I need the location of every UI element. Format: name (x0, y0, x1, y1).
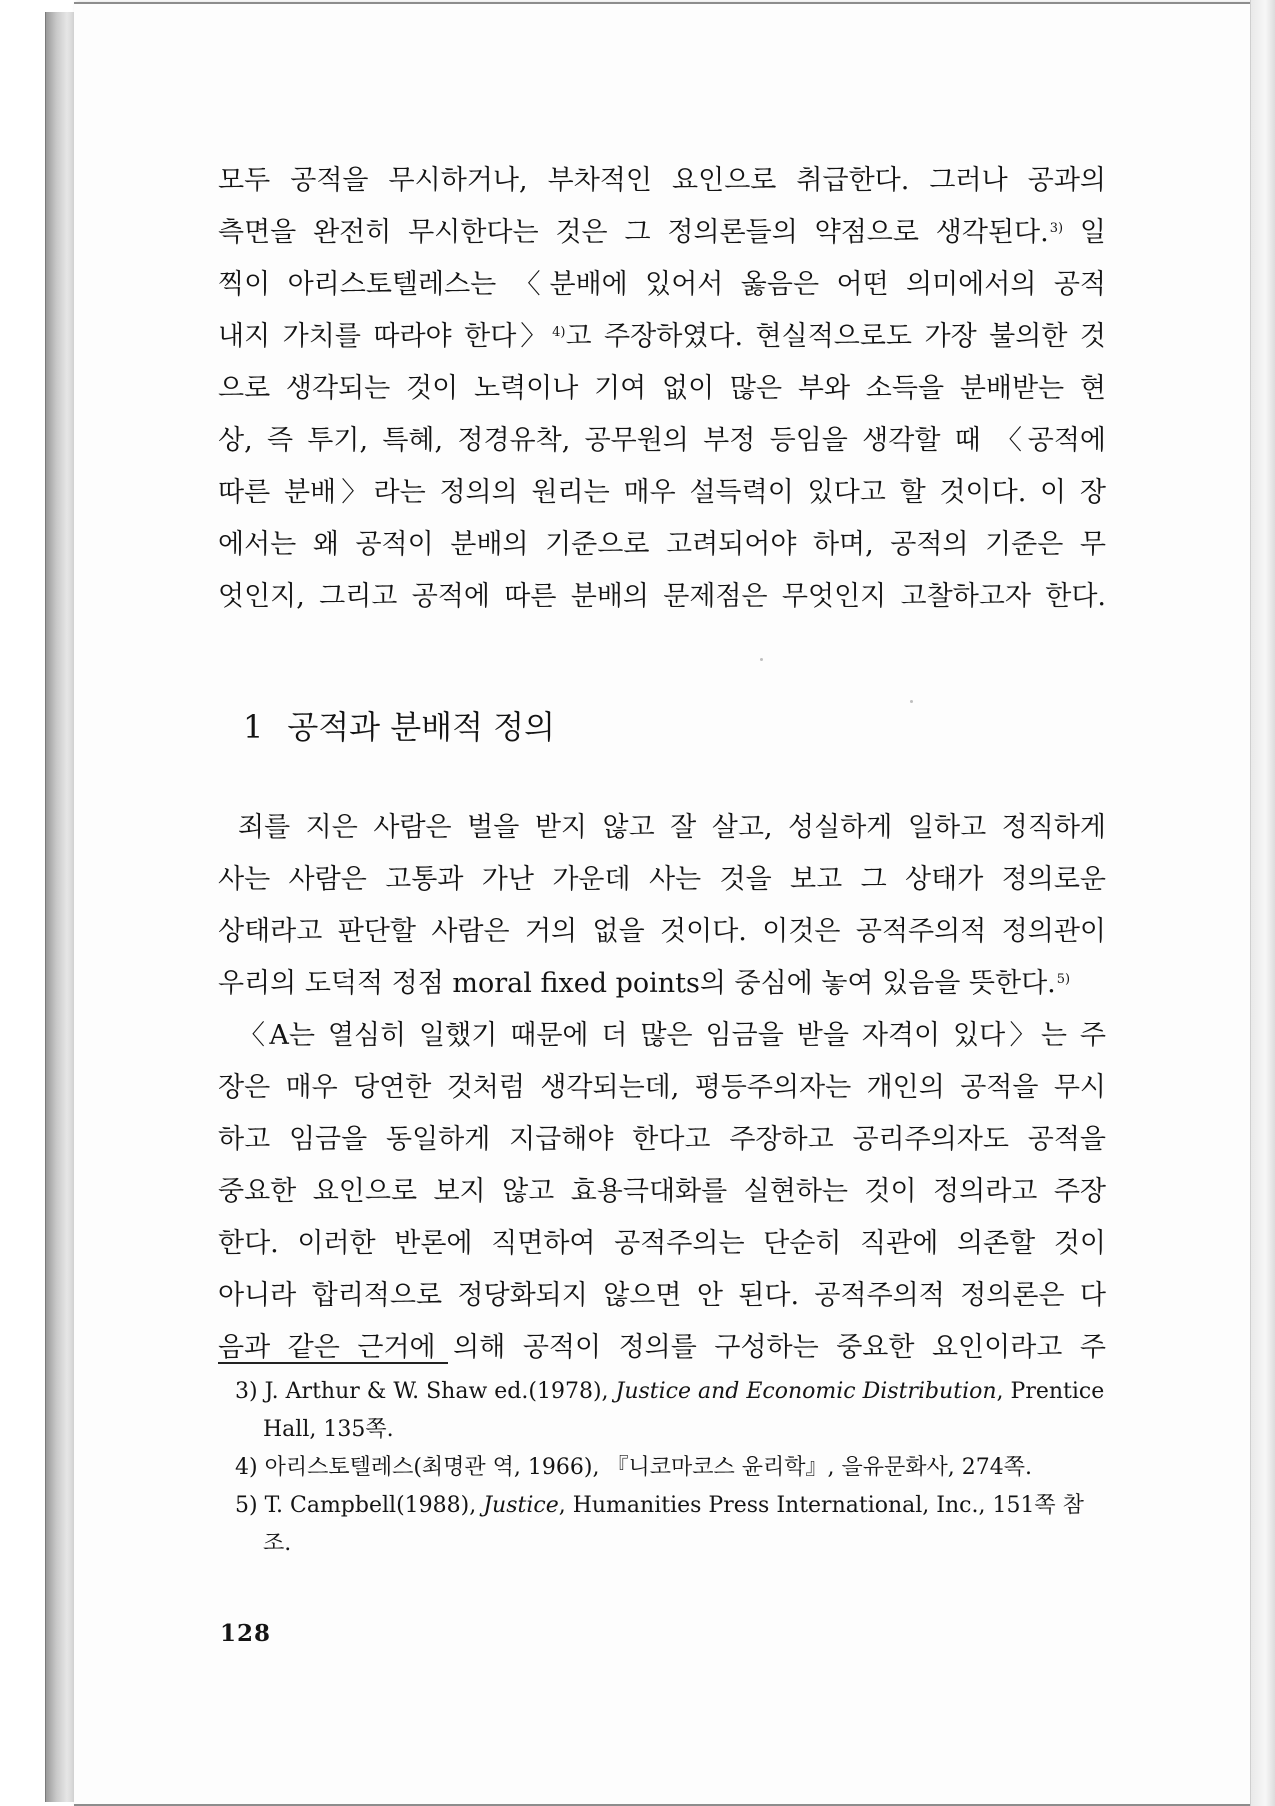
section-heading (243, 707, 555, 747)
text-line: 〈A는 열심히 일했기 때문에 더 많은 임금을 받을 자격이 있다〉는 주 (238, 1020, 1106, 1051)
text-line: 측면을 완전히 무시한다는 것은 그 정의론들의 약점으로 생각된다.$^{3)}$ 일 (218, 217, 1106, 248)
book-spine (45, 12, 76, 1802)
text-line: 상태라고 판단할 사람은 거의 없을 것이다. 이것은 공적주의적 정의관이 (218, 916, 1106, 947)
footnote-5-continued: 조. (263, 1531, 292, 1556)
text-line: 엇인지, 그리고 공적에 따른 분배의 문제점은 무엇인지 고찰하고자 한다. (218, 581, 1106, 612)
section-number: 1 (243, 708, 264, 746)
text-line: 중요한 요인으로 보지 않고 효용극대화를 실현하는 것이 정의라고 주장 (218, 1176, 1106, 1207)
text-line: 우리의 도덕적 정점 moral fixed points의 중심에 놓여 있음을 뜻한다.$^{5)}$ (218, 968, 1071, 999)
text-line: 음과 같은 근거에 의해 공적이 정의를 구성하는 중요한 요인이라고 주 (218, 1332, 1106, 1363)
footnote-3-continued: Hall, 135쪽. (263, 1417, 394, 1442)
text-line: 하고 임금을 동일하게 지급해야 한다고 주장하고 공리주의자도 공적을 (218, 1124, 1106, 1155)
page-number: 128 (220, 1620, 272, 1647)
text-line: 죄를 지은 사람은 벌을 받지 않고 잘 살고, 성실하게 일하고 정직하게 (238, 812, 1106, 843)
text-line: 장은 매우 당연한 것처럼 생각되는데, 평등주의자는 개인의 공적을 무시 (218, 1072, 1106, 1103)
footnote-5: 5) T. Campbell(1988), Justice, Humanities Press International, Inc., 151쪽 참 (235, 1493, 1084, 1518)
intro-paragraph (218, 155, 1106, 623)
book-title: Justice and Economic Distribution (615, 1379, 997, 1404)
text-line: 아니라 합리적으로 정당화되지 않으면 안 된다. 공적주의적 정의론은 다 (218, 1280, 1106, 1311)
book-title: Justice (483, 1493, 559, 1518)
footnote-4: 4) 아리스토텔레스(최명관 역, 1966), 『니코마코스 윤리학』, 을유문화사, 274쪽. (235, 1455, 1032, 1480)
section-title: 공적과 분배적 정의 (287, 708, 555, 746)
text-line: 에서는 왜 공적이 분배의 기준으로 고려되어야 하며, 공적의 기준은 무 (218, 529, 1106, 560)
section-paragraph (218, 802, 1106, 1374)
text-line: 으로 생각되는 것이 노력이나 기여 없이 많은 부와 소득을 분배받는 현 (218, 373, 1106, 404)
footnotes (235, 1373, 1105, 1563)
footnote-3: 3) J. Arthur & W. Shaw ed.(1978), Justice and Economic Distribution, Prentice (235, 1379, 1105, 1404)
text-line: 상, 즉 투기, 특혜, 정경유착, 공무원의 부정 등임을 생각할 때 〈공적에 (218, 425, 1106, 456)
text-line: 모두 공적을 무시하거나, 부차적인 요인으로 취급한다. 그러나 공과의 (218, 165, 1106, 196)
footnote-divider (218, 1362, 448, 1364)
text-line: 찍이 아리스토텔레스는 〈분배에 있어서 옳음은 어떤 의미에서의 공적 (218, 269, 1106, 300)
paper-speck (910, 700, 913, 703)
page-edge (1250, 0, 1275, 1806)
footnote-ref[interactable]: 3) (1049, 221, 1064, 236)
paper-speck (760, 658, 763, 661)
text-line: 사는 사람은 고통과 가난 가운데 사는 것을 보고 그 상태가 정의로운 (218, 864, 1106, 895)
footnote-ref[interactable]: 4) (552, 325, 566, 340)
footnote-ref[interactable]: 5) (1056, 972, 1071, 987)
text-line: 한다. 이러한 반론에 직면하여 공적주의는 단순히 직관에 의존할 것이 (218, 1228, 1106, 1259)
text-line: 따른 분배〉라는 정의의 원리는 매우 설득력이 있다고 할 것이다. 이 장 (218, 477, 1106, 508)
text-line: 내지 가치를 따라야 한다〉$^{4)}$고 주장하였다. 현실적으로도 가장 불의한 것 (218, 321, 1106, 352)
